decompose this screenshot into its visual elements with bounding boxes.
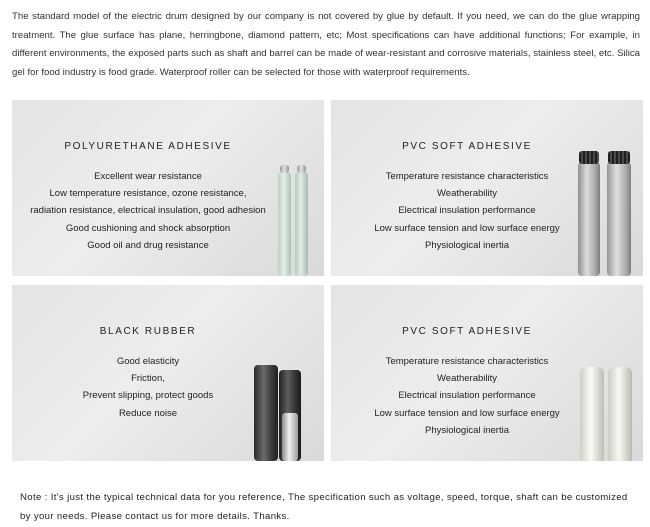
intro-paragraph: The standard model of the electric drum designed by our company is not covered by glue by default. If you need, we can do the glue wrapping treatment. The glue surface has plane, herringbone, diamond pattern, etc; Most specifications can have additional functions; For example, in different environments, the exposed parts such as shaft and barrel can be made of wear-resistant and corrosive materials, stainless steel, etc. Silica gel for food industry is food grade. Waterproof roller can be selected for those with waterproof requirements.	[12, 11, 640, 78]
feature-item: Low surface tension and low surface energy	[374, 407, 560, 419]
green-roller	[295, 172, 308, 276]
feature-item: Good oil and drug resistance	[87, 239, 209, 251]
feature-item: Reduce noise	[118, 407, 178, 419]
feature-item: radiation resistance, electrical insulation, good adhesion	[30, 205, 266, 217]
feature-item: Good elasticity	[116, 356, 180, 367]
white-pvc-roller	[608, 367, 632, 461]
steel-shaft	[282, 413, 298, 461]
feature-item: Weatherability	[436, 188, 498, 200]
feature-list	[331, 353, 603, 439]
panel-title: PVC SOFT ADHESIVE	[402, 326, 532, 337]
white-pvc-roller	[580, 367, 604, 461]
feature-list	[12, 353, 284, 422]
feature-item: Low temperature resistance, ozone resistance,	[49, 188, 247, 200]
feature-list	[331, 168, 603, 254]
feature-item: Electrical insulation performance	[398, 390, 536, 402]
feature-item: Physiological inertia	[425, 239, 509, 251]
feature-item: Weatherability	[436, 373, 498, 385]
feature-item: Prevent slipping, protect goods	[82, 390, 214, 402]
feature-item: Low surface tension and low surface energy	[374, 222, 560, 234]
panel-polyurethane-adhesive	[12, 100, 324, 276]
panel-title: POLYURETHANE ADHESIVE	[64, 141, 232, 152]
feature-item: Excellent wear resistance	[94, 171, 202, 182]
feature-item: Electrical insulation performance	[398, 205, 536, 217]
feature-item: Friction,	[131, 373, 165, 385]
panel-title: PVC SOFT ADHESIVE	[402, 141, 532, 152]
feature-item: Physiological inertia	[425, 424, 509, 436]
note-paragraph: Note : It's just the typical technical data for you reference, The specification such as voltage, speed, torque, shaft can be customized by your needs. Please contact us for more details. Thanks.	[20, 492, 628, 522]
shaft-end	[280, 165, 289, 173]
gear-end-cap	[608, 151, 630, 164]
grey-roller	[607, 162, 631, 276]
feature-item: Temperature resistance characteristics	[385, 356, 549, 367]
panel-pvc-soft-adhesive-white	[331, 285, 643, 461]
panel-pvc-soft-adhesive	[331, 100, 643, 276]
gear-end-cap	[579, 151, 599, 164]
shaft-end	[297, 165, 306, 173]
feature-item: Temperature resistance characteristics	[385, 171, 549, 182]
green-roller	[278, 172, 291, 276]
grey-roller	[578, 162, 600, 276]
black-rubber-roller	[254, 365, 278, 461]
panel-title: BLACK RUBBER	[99, 326, 197, 337]
panel-black-rubber	[12, 285, 324, 461]
feature-item: Good cushioning and shock absorption	[65, 222, 231, 234]
feature-list	[12, 168, 284, 254]
